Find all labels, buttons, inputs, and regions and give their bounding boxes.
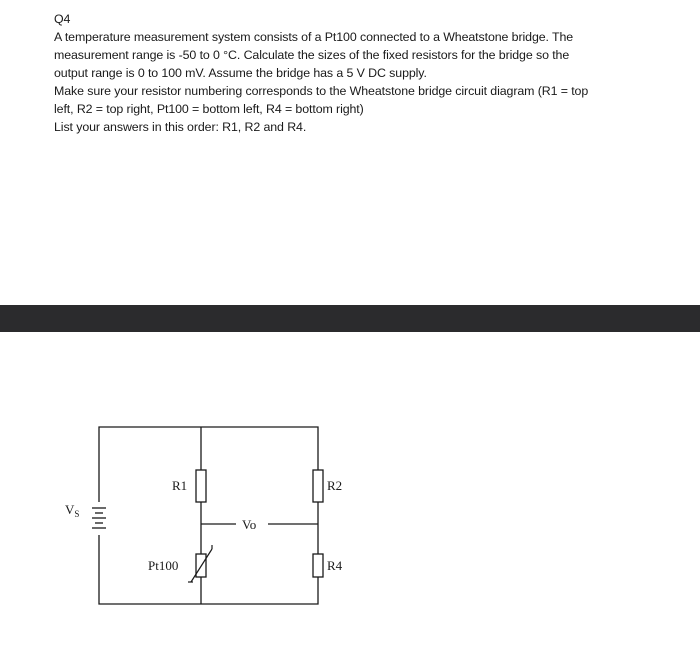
- circuit-svg: [0, 332, 700, 650]
- r2-resistor: [313, 470, 323, 502]
- circuit-wires: [99, 427, 318, 604]
- r4-label: R4: [327, 558, 343, 573]
- question-line: List your answers in this order: R1, R2 and R4.: [54, 120, 307, 134]
- divider-band: [0, 305, 700, 332]
- question-line: A temperature measurement system consists of a Pt100 connected to a Wheatstone bridge. The: [54, 30, 574, 44]
- r2-label: R2: [327, 478, 343, 493]
- r1-resistor: [196, 470, 206, 502]
- r4-resistor: [313, 554, 323, 577]
- r1-label: R1: [172, 478, 188, 493]
- supply-label: $V_S$: [65, 502, 80, 519]
- pt100-label: Pt100: [148, 558, 179, 573]
- battery-symbol: [92, 508, 106, 528]
- question-line: Make sure your resistor numbering corresponds to the Wheatstone bridge circuit diagram (R1 = top: [54, 84, 589, 98]
- question-number: Q4: [54, 12, 71, 26]
- wheatstone-bridge-diagram: [0, 332, 700, 650]
- question-line: output range is 0 to 100 mV. Assume the bridge has a 5 V DC supply.: [54, 66, 427, 80]
- question-line: left, R2 = top right, Pt100 = bottom left, R4 = bottom right): [54, 102, 364, 116]
- question-text: [54, 10, 654, 136]
- question-line: measurement range is -50 to 0 °C. Calculate the sizes of the fixed resistors for the bridge so the: [54, 48, 570, 62]
- output-label: Vo: [242, 517, 257, 532]
